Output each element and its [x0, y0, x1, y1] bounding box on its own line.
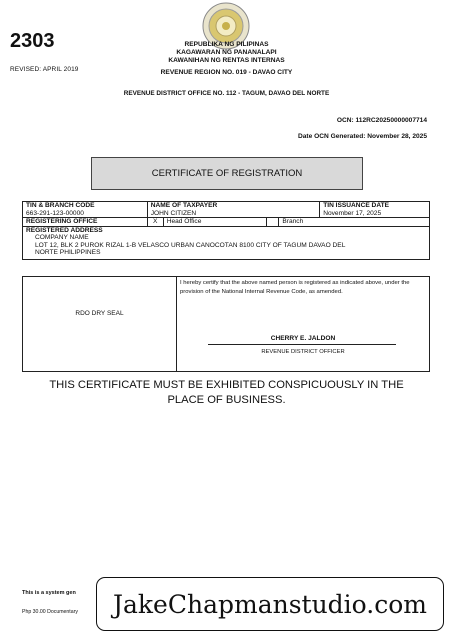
- registering-office-label: REGISTERING OFFICE: [26, 218, 98, 225]
- signatory-title: REVENUE DISTRICT OFFICER: [261, 349, 345, 355]
- issuance-date-value: November 17, 2025: [323, 209, 382, 217]
- registering-label-cell: [23, 218, 148, 227]
- issuance-date-label: TIN ISSUANCE DATE: [323, 202, 390, 209]
- head-office-mark: X: [153, 218, 158, 225]
- header-revenue-region: REVENUE REGION NO. 019 - DAVAO CITY: [160, 69, 293, 76]
- head-office-label: Head Office: [166, 218, 202, 225]
- branch-checkbox: [267, 218, 279, 227]
- tin-value: 663-291-123-00000: [26, 209, 84, 217]
- address-company-name: COMPANY NAME: [35, 234, 89, 241]
- header-republic: REPUBLIKA NG PILIPINAS: [184, 41, 269, 48]
- tin-value-cell: [23, 210, 148, 218]
- revision-date: REVISED: APRIL 2019: [10, 66, 79, 73]
- tin-label: TIN & BRANCH CODE: [26, 202, 95, 209]
- registered-address-cell: [23, 226, 430, 259]
- signature-line: [208, 344, 396, 345]
- name-value-cell: [147, 210, 319, 218]
- signatory-name: CHERRY E. JALDON: [270, 335, 336, 342]
- notice-line-1: THIS CERTIFICATE MUST BE EXHIBITED CONSPICUOUSLY IN THE: [49, 379, 404, 391]
- footer-stamp-note: Php 30.00 Documentary: [22, 609, 78, 615]
- dry-seal-label: RDO DRY SEAL: [75, 310, 124, 317]
- notice-line-2: PLACE OF BUSINESS.: [167, 394, 286, 406]
- issuance-value-cell: [320, 210, 430, 218]
- dry-seal-box: [22, 276, 177, 372]
- footer-system-note: This is a system gen: [22, 590, 76, 596]
- ocn-date: Date OCN Generated: November 28, 2025: [298, 133, 427, 140]
- watermark-text: JakeChapmanstudio.com: [112, 589, 427, 619]
- branch-cell: [279, 218, 430, 227]
- head-office-cell: [163, 218, 267, 227]
- form-number: 2303: [10, 30, 55, 52]
- taxpayer-name-value: JOHN CITIZEN: [150, 209, 197, 217]
- tin-label-cell: [23, 202, 148, 210]
- branch-label: Branch: [282, 218, 304, 225]
- head-office-checkbox: [147, 218, 163, 227]
- address-province: NORTE PHILIPPINES: [35, 249, 101, 256]
- display-notice: [0, 378, 453, 408]
- certification-text: I hereby certify that the above named person is registered as indicated above, under the provision of the National Internal Revenue Code, as amended.: [180, 280, 410, 295]
- address-street: LOT 12, BLK 2 PUROK RIZAL 1-B VELASCO URBAN CANOCOTAN 8100 CITY OF TAGUM DAVAO DEL: [35, 241, 346, 249]
- registered-address-label: REGISTERED ADDRESS: [26, 226, 103, 234]
- header-bureau: KAWANIHAN NG RENTAS INTERNAS: [168, 57, 285, 64]
- certificate-title-box: [91, 157, 363, 190]
- ocn-number: OCN: 112RC20250000007714: [336, 117, 427, 124]
- taxpayer-name-label: NAME OF TAXPAYER: [150, 202, 218, 209]
- header-rdo: REVENUE DISTRICT OFFICE NO. 112 - TAGUM, DAVAO DEL NORTE: [123, 90, 330, 97]
- issuance-label-cell: [320, 202, 430, 210]
- name-label-cell: [147, 202, 319, 210]
- header-department: KAGAWARAN NG PANANALAPI: [176, 49, 277, 56]
- certificate-title: CERTIFICATE OF REGISTRATION: [151, 168, 303, 179]
- watermark-banner: [96, 577, 444, 631]
- taxpayer-info-table: [22, 201, 430, 260]
